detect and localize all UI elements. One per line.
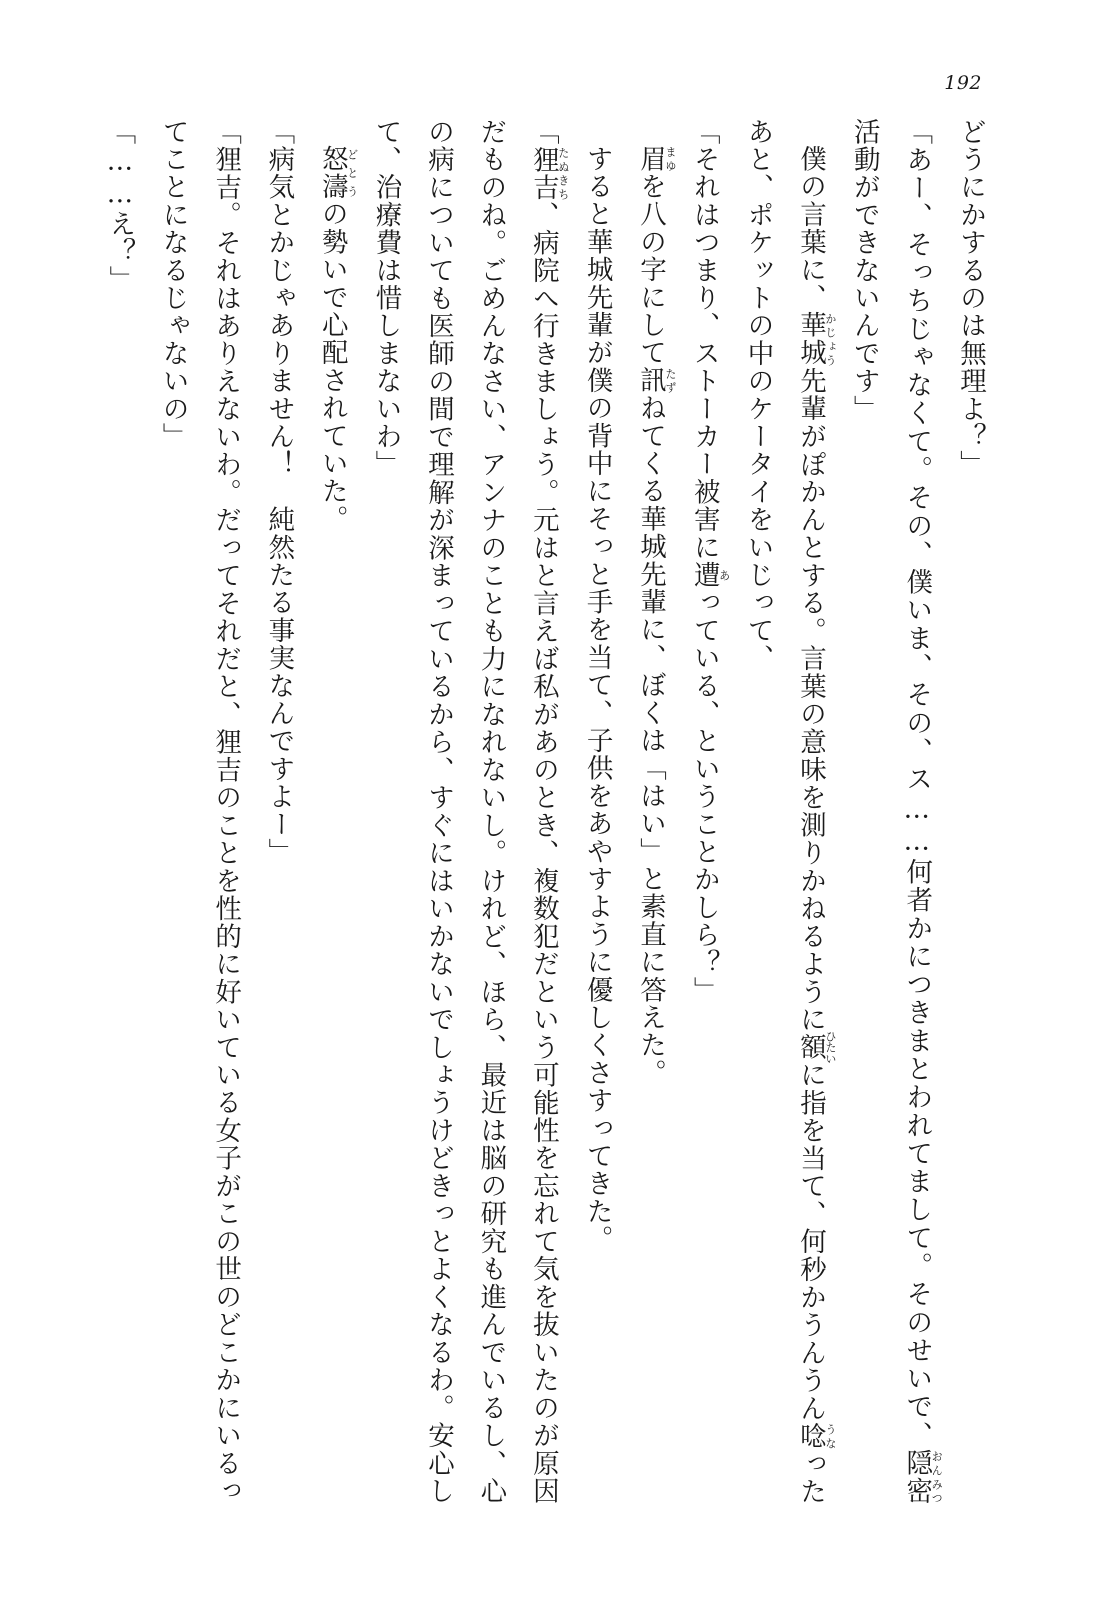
ruby-mayu: 眉まゆ	[634, 144, 677, 173]
ruby-tazu: 訊たず	[634, 366, 677, 394]
ruby-onmitsu: 隠密おんみつ	[901, 1449, 944, 1505]
ruby-una: 唸うな	[794, 1421, 837, 1450]
paragraph: 「狸吉たぬきち、病院へ行きましょう。元はと言えば私があのとき、複数犯だという可能性を忘れて気を抜いたのが原因だものね。ごめんなさい、アンナのことも力になれないし。けれど、ほら、最近は脳の研究も進んでいるし、心の病についても医師の間で理解が深まっているから、すぐにはいかないでしょうけどきっとよくなるわ。安心して、治療費は惜しまないわ」	[370, 118, 570, 1505]
paragraph: 「狸吉。それはありえないわ。だってそれだと、狸吉のことを性的に好いている女子がこの世のどこかにいるってことになるじゃないの」	[157, 118, 242, 1505]
paragraph: 「あー、そっちじゃなくて。その、僕いま、その、ス……何者かにつきまとわれてまして。そのせいで、隠密おんみつ活動ができないんです」	[848, 118, 944, 1505]
paragraph: 僕の言葉に、華城かじょう先輩がぽかんとする。言葉の意味を測りかねるように額ひたいに指を当て、何秒かうんうん唸うなったあと、ポケットの中のケータイをいじって、	[742, 118, 837, 1506]
ruby-a: 遭あ	[688, 561, 731, 589]
paragraph: 怒濤どとうの勢いで心配されていた。	[316, 144, 359, 533]
paragraph: すると華城先輩が僕の背中にそっと手を当て、子供をあやすように優しくさすってきた。	[581, 144, 613, 1253]
ruby-dotou: 怒濤どとう	[316, 144, 359, 200]
ruby-kajou: 華城かじょう	[794, 311, 837, 367]
paragraph: どうにかするのは無理よ？」	[955, 118, 986, 479]
ruby-tanukichi: 狸吉たぬきち	[527, 145, 570, 202]
ruby-hitai: 額ひたい	[794, 1030, 837, 1064]
page-number: 192	[944, 72, 982, 94]
page-text-body	[92, 118, 996, 1505]
paragraph: 「……え？」	[104, 118, 136, 294]
paragraph: 「それはつまり、ストーカー被害に遭あっている、ということかしら？」	[688, 118, 731, 1005]
paragraph: 「病気とかじゃありません！ 純然たる事実なんですよー」	[263, 118, 295, 866]
paragraph: 眉まゆを八の字にして訊たずねてくる華城先輩に、ぼくは「はい」と素直に答えた。	[634, 144, 677, 1087]
